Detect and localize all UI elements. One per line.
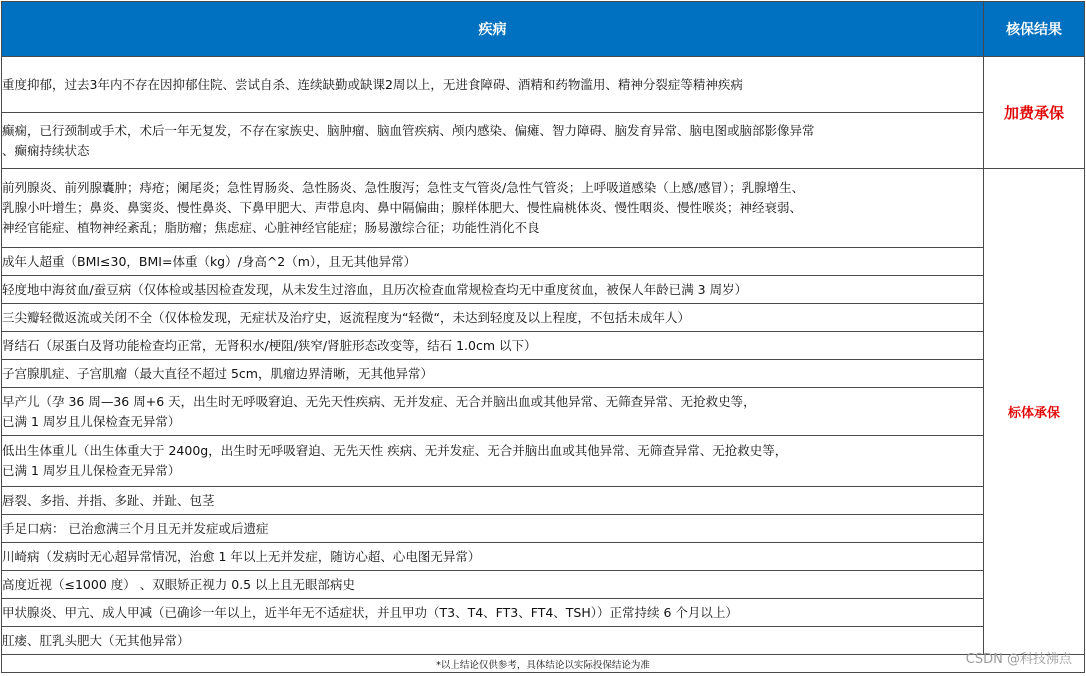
disease-cell: 低出生体重儿（出生体重大于 2400g，出生时无呼吸窘迫、无先天性 疾病、无并发症、无合并脑出血或其他异常、无筛查异常、无抢救史等， 已满 1 周岁且儿保检查无异常） bbox=[2, 436, 984, 487]
disease-cell: 甲状腺炎、甲亢、成人甲减（已确诊一年以上，近半年无不适症状，并且甲功（T3、T4、FT3、FT4、TSH））正常持续 6 个月以上） bbox=[2, 599, 984, 627]
table-row bbox=[2, 571, 1085, 599]
disease-cell: 肾结石（尿蛋白及肾功能检查均正常，无肾积水/梗阻/狭窄/肾脏形态改变等，结石 1.0cm 以下） bbox=[2, 332, 984, 360]
footnote-row bbox=[2, 655, 1085, 673]
table-row bbox=[2, 360, 1085, 388]
table-row bbox=[2, 57, 1085, 113]
table-row bbox=[2, 388, 1085, 436]
disease-cell: 前列腺炎、前列腺囊肿；痔疮；阑尾炎；急性胃肠炎、急性肠炎、急性腹泻；急性支气管炎/急性气管炎；上呼吸道感染（上感/感冒）；乳腺增生、 乳腺小叶增生；鼻炎、鼻窦炎、慢性鼻炎、下鼻甲肥大、声带息肉、鼻中隔偏曲；腺样体肥大、慢性扁桃体炎、慢性咽炎、慢性喉炎；神经衰弱、 神经官能症、植物神经紊乱；脂肪瘤；焦虑症、心脏神经官能症；肠易激综合征；功能性消化不良 bbox=[2, 169, 984, 248]
disease-cell: 肛瘘、肛乳头肥大（无其他异常） bbox=[2, 627, 984, 655]
disease-cell: 早产儿（孕 36 周—36 周+6 天，出生时无呼吸窘迫、无先天性疾病、无并发症、无合并脑出血或其他异常、无筛查异常、无抢救史等， 已满 1 周岁且儿保检查无异常） bbox=[2, 388, 984, 436]
table-row bbox=[2, 599, 1085, 627]
result-standard: 标体承保 bbox=[984, 169, 1085, 655]
table-row bbox=[2, 332, 1085, 360]
footnote: *以上结论仅供参考，具体结论以实际投保结论为准 bbox=[2, 655, 1085, 673]
table-row bbox=[2, 169, 1085, 248]
disease-cell: 高度近视（≤1000 度） 、双眼矫正视力 0.5 以上且无眼部病史 bbox=[2, 571, 984, 599]
disease-cell: 手足口病： 已治愈满三个月且无并发症或后遗症 bbox=[2, 515, 984, 543]
watermark: CSDN @科技沸点 bbox=[965, 652, 1072, 667]
table-row bbox=[2, 627, 1085, 655]
table-row bbox=[2, 515, 1085, 543]
table-row bbox=[2, 436, 1085, 487]
disease-cell: 癫痫，已行颈制或手术，术后一年无复发，不存在家族史、脑肿瘤、脑血管疾病、颅内感染、偏瘫、智力障碍、脑发育异常、脑电图或脑部影像异常 、癫痫持续状态 bbox=[2, 113, 984, 169]
table-row bbox=[2, 487, 1085, 515]
disease-cell: 轻度地中海贫血/蚕豆病（仅体检或基因检查发现，从未发生过溶血，且历次检查血常规检查均无中重度贫血，被保人年龄已满 3 周岁） bbox=[2, 276, 984, 304]
disease-cell: 唇裂、多指、并指、多趾、并趾、包茎 bbox=[2, 487, 984, 515]
table-row bbox=[2, 543, 1085, 571]
disease-cell: 川崎病（发病时无心超异常情况，治愈 1 年以上无并发症，随访心超、心电图无异常） bbox=[2, 543, 984, 571]
disease-cell: 子宫腺肌症、子宫肌瘤（最大直径不超过 5cm，肌瘤边界清晰，无其他异常） bbox=[2, 360, 984, 388]
underwriting-table bbox=[1, 1, 1085, 673]
table-row bbox=[2, 248, 1085, 276]
header-disease: 疾病 bbox=[2, 2, 984, 57]
table-row bbox=[2, 113, 1085, 169]
result-loading: 加费承保 bbox=[984, 57, 1085, 169]
disease-cell: 三尖瓣轻微返流或关闭不全（仅体检发现，无症状及治疗史，返流程度为“轻微“，未达到轻度及以上程度，不包括未成年人） bbox=[2, 304, 984, 332]
table-row bbox=[2, 304, 1085, 332]
header-result: 核保结果 bbox=[984, 2, 1085, 57]
disease-cell: 重度抑郁，过去3年内不存在因抑郁住院、尝试自杀、连续缺勤或缺课2周以上，无进食障碍、酒精和药物滥用、精神分裂症等精神疾病 bbox=[2, 57, 984, 113]
table-header-row bbox=[2, 2, 1085, 57]
table-row bbox=[2, 276, 1085, 304]
disease-cell: 成年人超重（BMI≤30，BMI=体重（kg）/身高^2（m），且无其他异常） bbox=[2, 248, 984, 276]
